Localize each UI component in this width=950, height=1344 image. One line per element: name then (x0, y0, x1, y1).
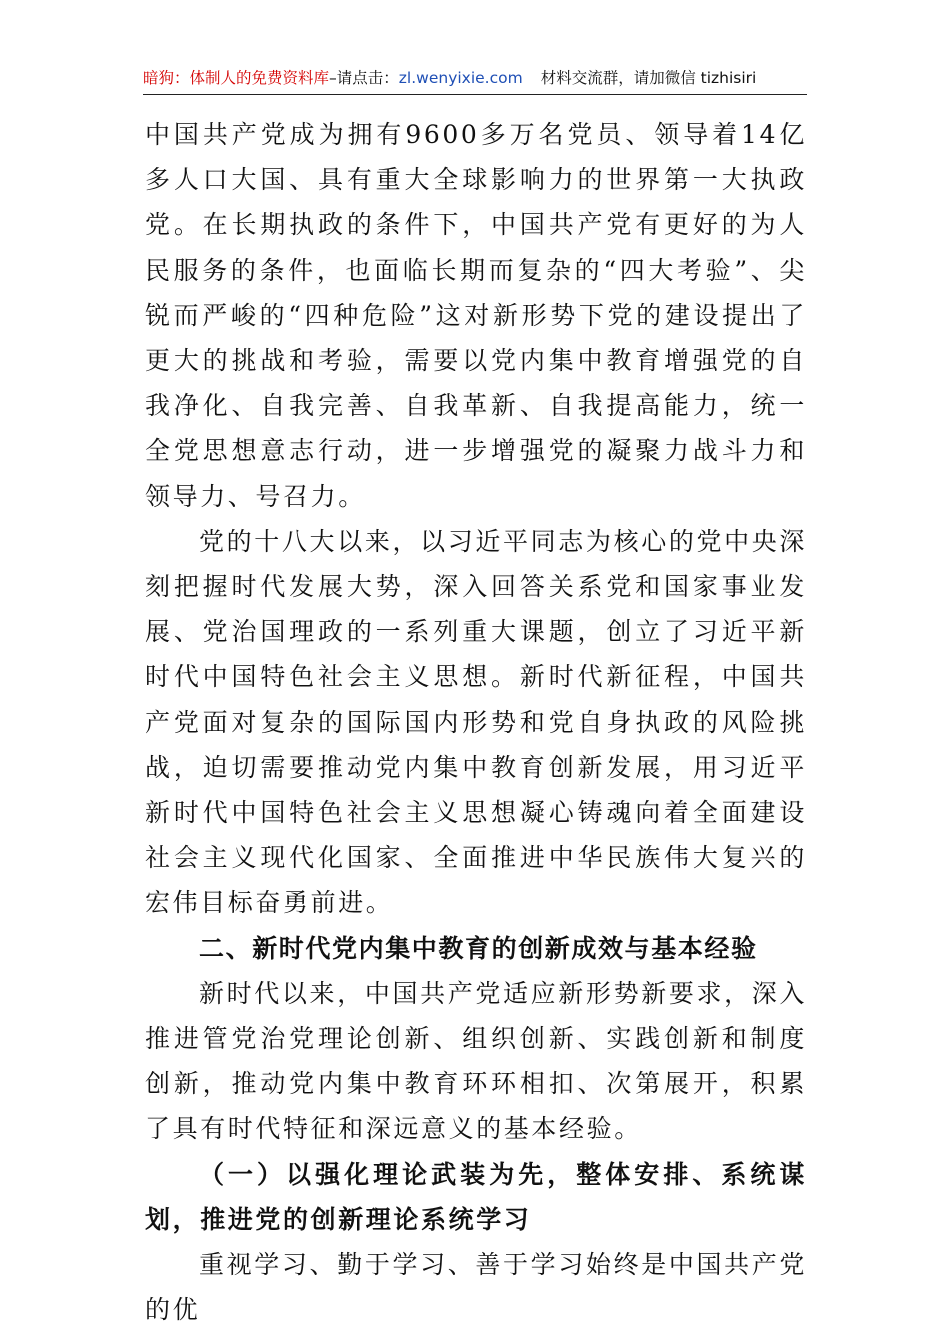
paragraph-study-emphasis: 重视学习、勤于学习、善于学习始终是中国共产党的优 (145, 1250, 807, 1325)
header-site-name: 暗狗：体制人的免费资料库 (143, 69, 330, 87)
subsection-heading: （一）以强化理论武装为先，整体安排、系统谋划，推进党的创新理论系统学习 (145, 1159, 807, 1234)
header-wechat-note: 材料交流群，请加微信 tizhisiri (540, 69, 757, 87)
page-header (143, 66, 807, 95)
paragraph-eighteenth-congress: 党的十八大以来，以习近平同志为核心的党中央深刻把握时代发展大势，深入回答关系党和国家事业发展、党治国理政的一系列重大课题，创立了习近平新时代中国特色社会主义思想。新时代新征程，中国共产党面对复杂的国际国内形势和党自身执政的风险挑战，迫切需要推动党内集中教育创新发展，用习近平新时代中国特色社会主义思想凝心铸魂向着全面建设社会主义现代化国家、全面推进中华民族伟大复兴的宏伟目标奋勇前进。 (145, 526, 807, 918)
paragraph-party-scale: 中国共产党成为拥有9600多万名党员、领导着14亿多人口大国、具有重大全球影响力的世界第一大执政党。在长期执政的条件下，中国共产党有更好的为人民服务的条件，也面临长期而复杂的“四大考验”、尖锐而严峻的“四种危险”这对新形势下党的建设提出了更大的挑战和考验，需要以党内集中教育增强党的自我净化、自我完善、自我革新、自我提高能力，统一全党思想意志行动，进一步增强党的凝聚力战斗力和领导力、号召力。 (145, 120, 807, 511)
section-heading: 二、新时代党内集中教育的创新成效与基本经验 (199, 933, 758, 963)
header-click-prompt: –请点击： (329, 69, 399, 87)
document-body (145, 112, 807, 1332)
header-url-link[interactable]: zl.wenyixie.com (398, 69, 523, 87)
paragraph-new-era-experience: 新时代以来，中国共产党适应新形势新要求，深入推进管党治党理论创新、组织创新、实践创新和制度创新，推动党内集中教育环环相扣、次第展开，积累了具有时代特征和深远意义的基本经验。 (145, 978, 807, 1144)
